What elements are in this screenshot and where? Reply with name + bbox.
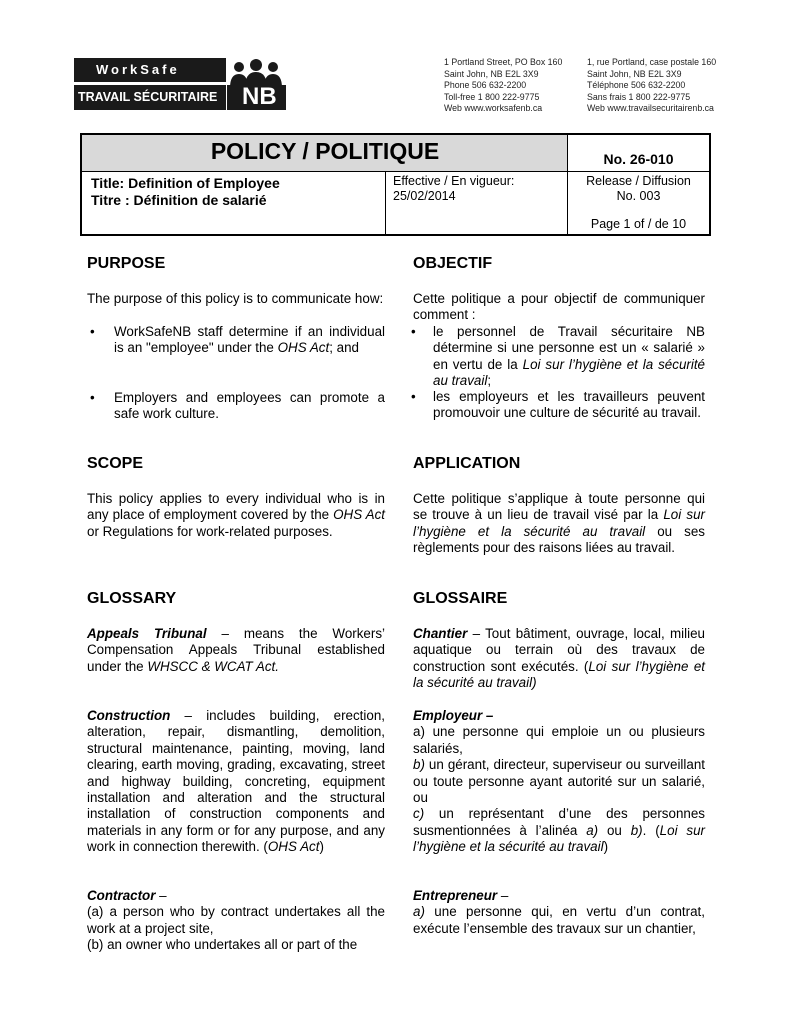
- policy-number-cell: [568, 135, 709, 172]
- tollfree-line: Toll-free 1 800 222-9775: [444, 91, 540, 102]
- application-text: Cette politique s’applique à toute personne qui se trouve à un lieu de travail visé par la Loi sur l’hygiène et la sécurité au travail ou ses règlements pour des raisons liées au travail.: [413, 491, 705, 556]
- objectif-bullet-1: le personnel de Travail sécuritaire NB détermine si une personne est un « salarié » en vertu de la Loi sur l’hygiène et la sécurité au travail;: [433, 324, 706, 389]
- glossary-heading: GLOSSARY: [87, 590, 177, 607]
- policy-title: POLICY / POLITIQUE: [210, 138, 440, 164]
- release-label: Release / Diffusion: [586, 174, 691, 188]
- objectif-heading: OBJECTIF: [413, 255, 493, 272]
- tollfree-line: Sans frais 1 800 222-9775: [587, 91, 691, 102]
- glossaire-heading: GLOSSAIRE: [413, 590, 508, 607]
- glossaire-entrepreneur: Entrepreneur – a) une personne qui, en vertu d’un contrat, exécute l’ensemble des travaux sur un chantier,: [413, 888, 705, 936]
- bullet-icon: •: [90, 324, 95, 339]
- effective-label: Effective / En vigueur:: [393, 174, 515, 188]
- purpose-intro: The purpose of this policy is to communicate how:: [87, 291, 384, 306]
- title-french: Titre : Définition de salarié: [91, 192, 267, 208]
- glossary-contractor: Contractor – (a) a person who by contract undertakes all the work at a project site, (b) an owner who undertakes all or part of the: [87, 888, 385, 953]
- purpose-bullet-2: Employers and employees can promote a safe work culture.: [114, 390, 385, 422]
- logo-nb-text: NB: [242, 83, 277, 110]
- policy-header-table: [80, 133, 711, 236]
- purpose-heading: PURPOSE: [87, 255, 166, 272]
- release-number: No. 003: [616, 189, 661, 203]
- page-number: Page 1 of / de 10: [590, 217, 687, 231]
- address-line: 1 Portland Street, PO Box 160: [444, 57, 563, 67]
- effective-info: [386, 172, 568, 234]
- bullet-icon: •: [411, 389, 416, 404]
- glossaire-employeur: Employeur – a) une personne qui emploie un ou plusieurs salariés, b) un gérant, directeur, superviseur ou surveillant ou toute personne ayant autorité sur un salarié, ou c) un représentant d’une des personnes susmentionnées à l’alinéa a) ou b). (Loi sur l’hygiène et la sécurité au travail): [413, 708, 705, 855]
- scope-heading: SCOPE: [87, 455, 144, 472]
- glossaire-chantier: Chantier – Tout bâtiment, ouvrage, local, milieu aquatique ou terrain où des travaux de construction sont exécutés. (Loi sur l’hygiène et la sécurité au travail): [413, 626, 705, 691]
- policy-title-info: [82, 172, 386, 234]
- glossary-appeals-tribunal: Appeals Tribunal – means the Workers’ Compensation Appeals Tribunal established under the WHSCC & WCAT Act.: [87, 626, 386, 674]
- title-english: Title: Definition of Employee: [91, 175, 280, 191]
- web-line: Web www.worksafenb.ca: [444, 103, 543, 114]
- logo-worksafe-text: WorkSafe: [74, 58, 226, 82]
- bullet-icon: •: [90, 390, 95, 405]
- bullet-icon: •: [411, 324, 416, 339]
- address-english: [444, 57, 562, 115]
- effective-date: 25/02/2014: [393, 189, 456, 203]
- address-line: 1, rue Portland, case postale 160: [587, 57, 717, 67]
- objectif-bullet-2: les employeurs et les travailleurs peuvent promouvoir une culture de sécurité au travail.: [433, 389, 705, 421]
- phone-line: Phone 506 632-2200: [444, 80, 527, 91]
- logo-travail-text: TRAVAIL SÉCURITAIRE: [74, 85, 226, 110]
- address-line: Saint John, NB E2L 3X9: [444, 68, 539, 79]
- policy-title-cell: [82, 135, 568, 172]
- objectif-intro: Cette politique a pour objectif de communiquer comment :: [413, 291, 705, 323]
- application-heading: APPLICATION: [413, 455, 521, 472]
- scope-text: This policy applies to every individual who is in any place of employment covered by the OHS Act or Regulations for work-related purposes.: [87, 491, 385, 539]
- worksafenb-logo: [74, 58, 286, 110]
- web-line: Web www.travailsecuritairenb.ca: [587, 103, 714, 114]
- phone-line: Téléphone 506 632-2200: [587, 80, 686, 91]
- purpose-bullet-1: WorkSafeNB staff determine if an individual is an "employee" under the OHS Act; and: [114, 324, 385, 356]
- policy-number: No. 26-010: [603, 151, 674, 167]
- address-line: Saint John, NB E2L 3X9: [587, 68, 682, 79]
- address-french: [587, 57, 716, 115]
- glossary-construction: Construction – includes building, erection, alteration, repair, dismantling, demolition, structural maintenance, painting, moving, land clearing, earth moving, grading, excavating, street and highway building, concreting, equipment installation and alteration and the structural installation of construction components and materials in any form or for any purpose, and any work in connection therewith. (OHS Act): [87, 708, 385, 855]
